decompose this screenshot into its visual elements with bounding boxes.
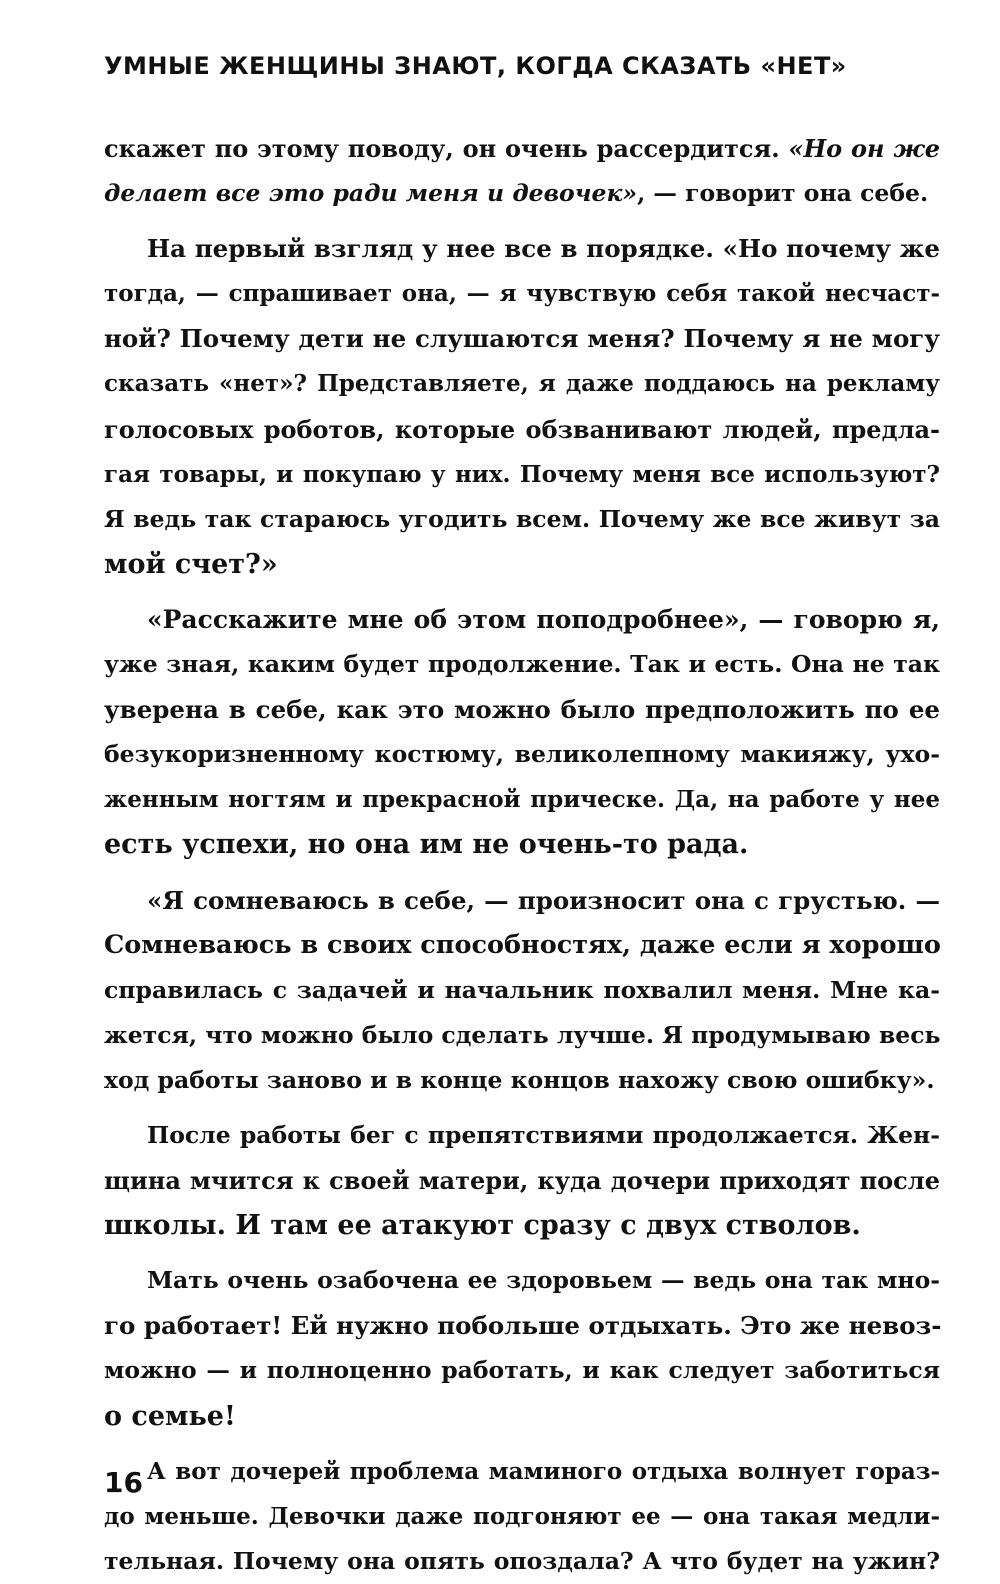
italic-quote: делает все это ради меня и девочек» bbox=[104, 179, 638, 208]
text-line: о семье! bbox=[104, 1400, 236, 1432]
text-line: го работает! Ей нужно побольше отдыхать. Это же невоз- bbox=[104, 1311, 942, 1341]
text-line: уверена в себе, как это можно было предположить по ее bbox=[104, 695, 940, 725]
text-line: жется, что можно было сделать лучше. Я продумываю весь bbox=[104, 1020, 941, 1049]
text-line: справилась с задачей и начальник похвалил меня. Мне ка- bbox=[104, 975, 940, 1004]
text-span: скажет по этому поводу, он очень рассердится. bbox=[104, 134, 789, 163]
text-line: женным ногтям и прекрасной прическе. Да, на работе у нее bbox=[104, 786, 940, 814]
text-line: голосовых роботов, которые обзванивают людей, предла- bbox=[104, 414, 940, 444]
text-line: На первый взгляд у нее все в порядке. «Но почему же bbox=[147, 234, 940, 264]
text-line: сказать «нет»? Представляете, я даже поддаюсь на рекламу bbox=[104, 370, 940, 398]
text-line: ной? Почему дети не слушаются меня? Почему я не могу bbox=[104, 324, 940, 354]
text-line: уже зная, каким будет продолжение. Так и есть. Она не так bbox=[104, 650, 940, 679]
text-line: тогда, — спрашивает она, — я чувствую себя такой несчаст- bbox=[104, 280, 940, 308]
text-line: до меньше. Девочки даже подгоняют ее — она такая медли- bbox=[104, 1502, 940, 1530]
text-line: ход работы заново и в конце концов нахожу свою ошибку». bbox=[104, 1065, 935, 1094]
text-line bbox=[104, 171, 940, 216]
text-line: щина мчится к своей матери, куда дочери приходят после bbox=[104, 1166, 940, 1196]
text-line: тельная. Почему она опять опоздала? А что будет на ужин? bbox=[104, 1546, 940, 1575]
text-line: безукоризненному костюму, великолепному макияжу, ухо- bbox=[104, 740, 940, 769]
text-line: гая товары, и покупаю у них. Почему меня все используют? bbox=[104, 460, 940, 488]
text-span: , — говорит она себе. bbox=[637, 179, 929, 208]
text-line: есть успехи, но она им не очень-то рада. bbox=[104, 829, 749, 861]
text-line: Мать очень озабочена ее здоровьем — ведь она так мно- bbox=[147, 1266, 940, 1295]
running-head: УМНЫЕ ЖЕНЩИНЫ ЗНАЮТ, КОГДА СКАЗАТЬ «НЕТ» bbox=[104, 52, 847, 80]
text-line: «Я сомневаюсь в себе, — произносит она с грустью. — bbox=[147, 885, 940, 915]
text-line: После работы бег с препятствиями продолжается. Жен- bbox=[147, 1120, 940, 1149]
text-line: школы. И там ее атакуют сразу с двух стволов. bbox=[104, 1210, 861, 1242]
text-line: А вот дочерей проблема маминого отдыха волнует гораз- bbox=[147, 1457, 940, 1485]
text-line: «Расскажите мне об этом поподробнее», — говорю я, bbox=[147, 604, 940, 634]
text-line: мой счет?» bbox=[104, 548, 278, 580]
body-text bbox=[104, 126, 940, 1584]
italic-quote: «Но он же bbox=[788, 134, 941, 163]
text-line bbox=[104, 126, 940, 171]
page-number: 16 bbox=[104, 1466, 143, 1499]
text-line: можно — и полноценно работать, и как следует заботиться bbox=[104, 1356, 940, 1385]
text-line: Я ведь так стараюсь угодить всем. Почему же все живут за bbox=[104, 504, 940, 533]
text-line: Сомневаюсь в своих способностях, даже если я хорошо bbox=[104, 929, 941, 960]
